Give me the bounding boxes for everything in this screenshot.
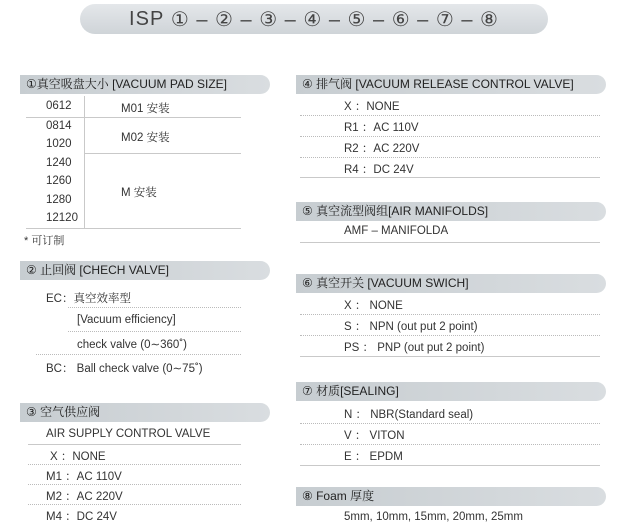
vacuum-switch-option: PS ： PNP (out put 2 point) xyxy=(344,342,485,354)
section-header: ①真空吸盘大小 [VACUUM PAD SIZE] xyxy=(20,75,270,94)
section-header: ⑧ Foam 厚度 xyxy=(296,487,606,506)
section-header: ⑦ 材质[SEALING] xyxy=(296,382,606,401)
section-air-manifolds xyxy=(296,202,606,221)
air-supply-option: X ：NONE xyxy=(50,451,106,463)
section-vacuum-switch xyxy=(296,274,606,293)
check-valve-ec-en: [Vacuum efficiency] xyxy=(77,314,176,326)
section-header: ④ 排气阀 [VACUUM RELEASE CONTROL VALVE] xyxy=(296,75,606,94)
section-sealing xyxy=(296,382,606,401)
sealing-option: E ： EPDM xyxy=(344,451,403,463)
section-check-valve xyxy=(20,261,270,280)
mount-type: M 安装 xyxy=(121,187,157,199)
custom-note: * 可订制 xyxy=(24,235,65,247)
section-vacuum-pad-size xyxy=(20,75,270,94)
check-valve-bc: BC： Ball check valve (0∼75˚) xyxy=(46,363,203,375)
manifold-option: AMF – MANIFOLDA xyxy=(344,225,449,237)
mount-type: M01 安装 xyxy=(121,103,170,115)
section-header: ⑥ 真空开关 [VACUUM SWICH] xyxy=(296,274,606,293)
pad-size: 0814 xyxy=(46,120,72,132)
air-supply-option: M4 ：DC 24V xyxy=(46,511,117,523)
air-supply-option: M2 ：AC 220V xyxy=(46,491,123,503)
pad-size: 12120 xyxy=(46,212,78,224)
mount-type: M02 安装 xyxy=(121,132,170,144)
section-header: ② 止回阀 [CHECH VALVE] xyxy=(20,261,270,280)
section-header: ⑤ 真空流型阀组[AIR MANIFOLDS] xyxy=(296,202,606,221)
pad-size: 1020 xyxy=(46,138,72,150)
check-valve-ec: EC：真空效率型 xyxy=(46,293,131,305)
pad-size: 0612 xyxy=(46,100,72,112)
vacuum-switch-option: S ： NPN (out put 2 point) xyxy=(344,321,478,333)
air-supply-subtitle: AIR SUPPLY CONTROL VALVE xyxy=(46,428,211,440)
check-valve-ec-angle: check valve (0∼360˚) xyxy=(77,339,187,351)
release-valve-option: R1 ：AC 110V xyxy=(344,122,419,134)
release-valve-option: R4 ：DC 24V xyxy=(344,164,414,176)
section-foam-thickness xyxy=(296,487,606,506)
air-supply-option: M1 ：AC 110V xyxy=(46,471,122,483)
model-code-banner xyxy=(80,4,548,34)
pad-size: 1240 xyxy=(46,157,72,169)
pad-size: 1260 xyxy=(46,175,72,187)
section-header: ③ 空气供应阀 xyxy=(20,403,270,422)
model-code: ① – ② – ③ – ④ – ⑤ – ⑥ – ⑦ – ⑧ xyxy=(170,8,499,31)
vacuum-switch-option: X ： NONE xyxy=(344,300,403,312)
section-vacuum-release-valve xyxy=(296,75,606,94)
section-air-supply-valve xyxy=(20,403,270,422)
sealing-option: N ： NBR(Standard seal) xyxy=(344,409,474,421)
sealing-option: V ： VITON xyxy=(344,430,405,442)
release-valve-option: R2 ：AC 220V xyxy=(344,143,420,155)
foam-thickness-options: 5mm, 10mm, 15mm, 20mm, 25mm xyxy=(344,511,523,523)
pad-size: 1280 xyxy=(46,194,72,206)
model-prefix: ISP xyxy=(129,7,165,30)
release-valve-option: X ：NONE xyxy=(344,101,400,113)
